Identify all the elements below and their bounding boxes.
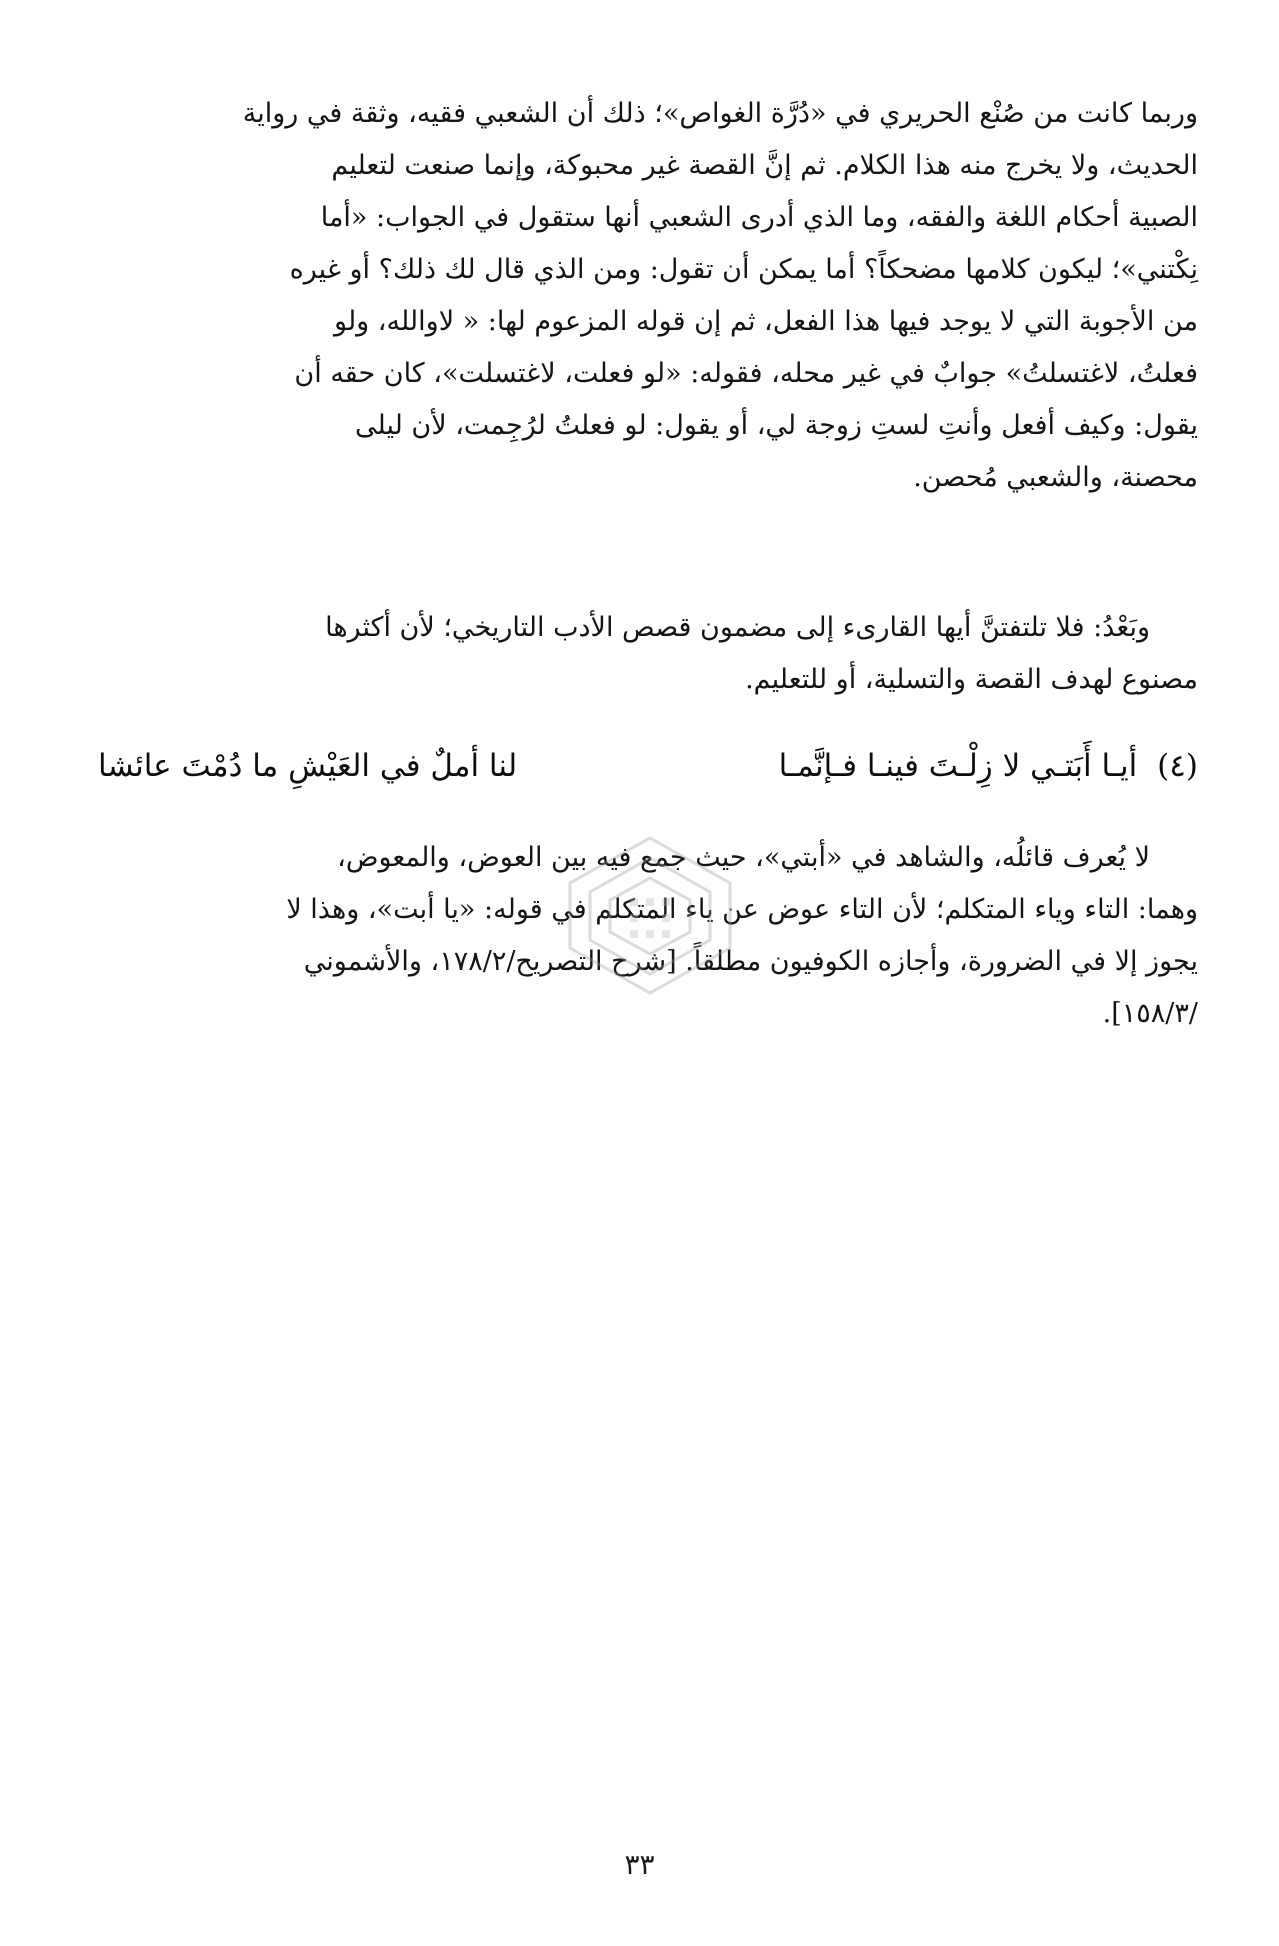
text-line: وهما: التاء وياء المتكلم؛ لأن التاء عوض عن ياء المتكلم في قوله: «يا أبت»، وهذا لا bbox=[286, 894, 1198, 925]
text-line: وبَعْدُ: فلا تلتفتنَّ أيها القارىء إلى مضمون قصص الأدب التاريخي؛ لأن أكثرها bbox=[325, 612, 1150, 643]
text-line: لا يُعرف قائلُه، والشاهد في «أبتي»، حيث جمع فيه بين العوض، والمعوض، bbox=[337, 842, 1150, 873]
text-line: محصنة، والشعبي مُحصن. bbox=[913, 462, 1198, 493]
text-line: يقول: وكيف أفعل وأنتِ لستِ زوجة لي، أو يقول: لو فعلتُ لرُجِمت، لأن ليلى bbox=[355, 410, 1198, 441]
text-line: يجوز إلا في الضرورة، وأجازه الكوفيون مطلقاً. [شرح التصريح/١٧٨/٢، والأشموني bbox=[303, 946, 1198, 977]
text-line: من الأجوبة التي لا يوجد فيها هذا الفعل، ثم إن قوله المزعوم لها: « لاوالله، ولو bbox=[334, 306, 1198, 337]
watermark-logo-icon bbox=[500, 828, 800, 1058]
verse-number: (٤) bbox=[1157, 748, 1198, 784]
verse-second-hemistich: لنا أملٌ في العَيْشِ ما دُمْتَ عائشا bbox=[98, 748, 518, 784]
text-line: الصبية أحكام اللغة والفقه، وما الذي أدرى الشعبي أنها ستقول في الجواب: «أما bbox=[320, 202, 1198, 233]
poetry-verse bbox=[98, 738, 1198, 794]
paragraph-commentary bbox=[98, 88, 1198, 504]
text-line: وربما كانت من صُنْع الحريري في «دُرَّة الغواص»؛ ذلك أن الشعبي فقيه، وثقة في رواية bbox=[242, 98, 1198, 129]
paragraph-conclusion bbox=[98, 602, 1198, 706]
page-number: ٣٣ bbox=[624, 1848, 655, 1881]
text-line: الحديث، ولا يخرج منه هذا الكلام. ثم إنَّ القصة غير محبوكة، وإنما صنعت لتعليم bbox=[331, 150, 1198, 181]
verse-first-hemistich bbox=[779, 738, 1198, 794]
verse-hemistich-text: أيـا أَبَتـي لا زِلْـتَ فينـا فـإنَّمـا bbox=[778, 748, 1138, 784]
text-line: مصنوع لهدف القصة والتسلية، أو للتعليم. bbox=[745, 664, 1198, 695]
text-line: /١٥٨/٣]. bbox=[1102, 998, 1198, 1029]
text-line: نِكْتني»؛ ليكون كلامها مضحكاً؟ أما يمكن أن تقول: ومن الذي قال لك ذلك؟ أو غيره bbox=[289, 254, 1198, 285]
text-line: فعلتُ، لاغتسلتُ» جوابٌ في غير محله، فقوله: «لو فعلت، لاغتسلت»، كان حقه أن bbox=[294, 358, 1198, 389]
